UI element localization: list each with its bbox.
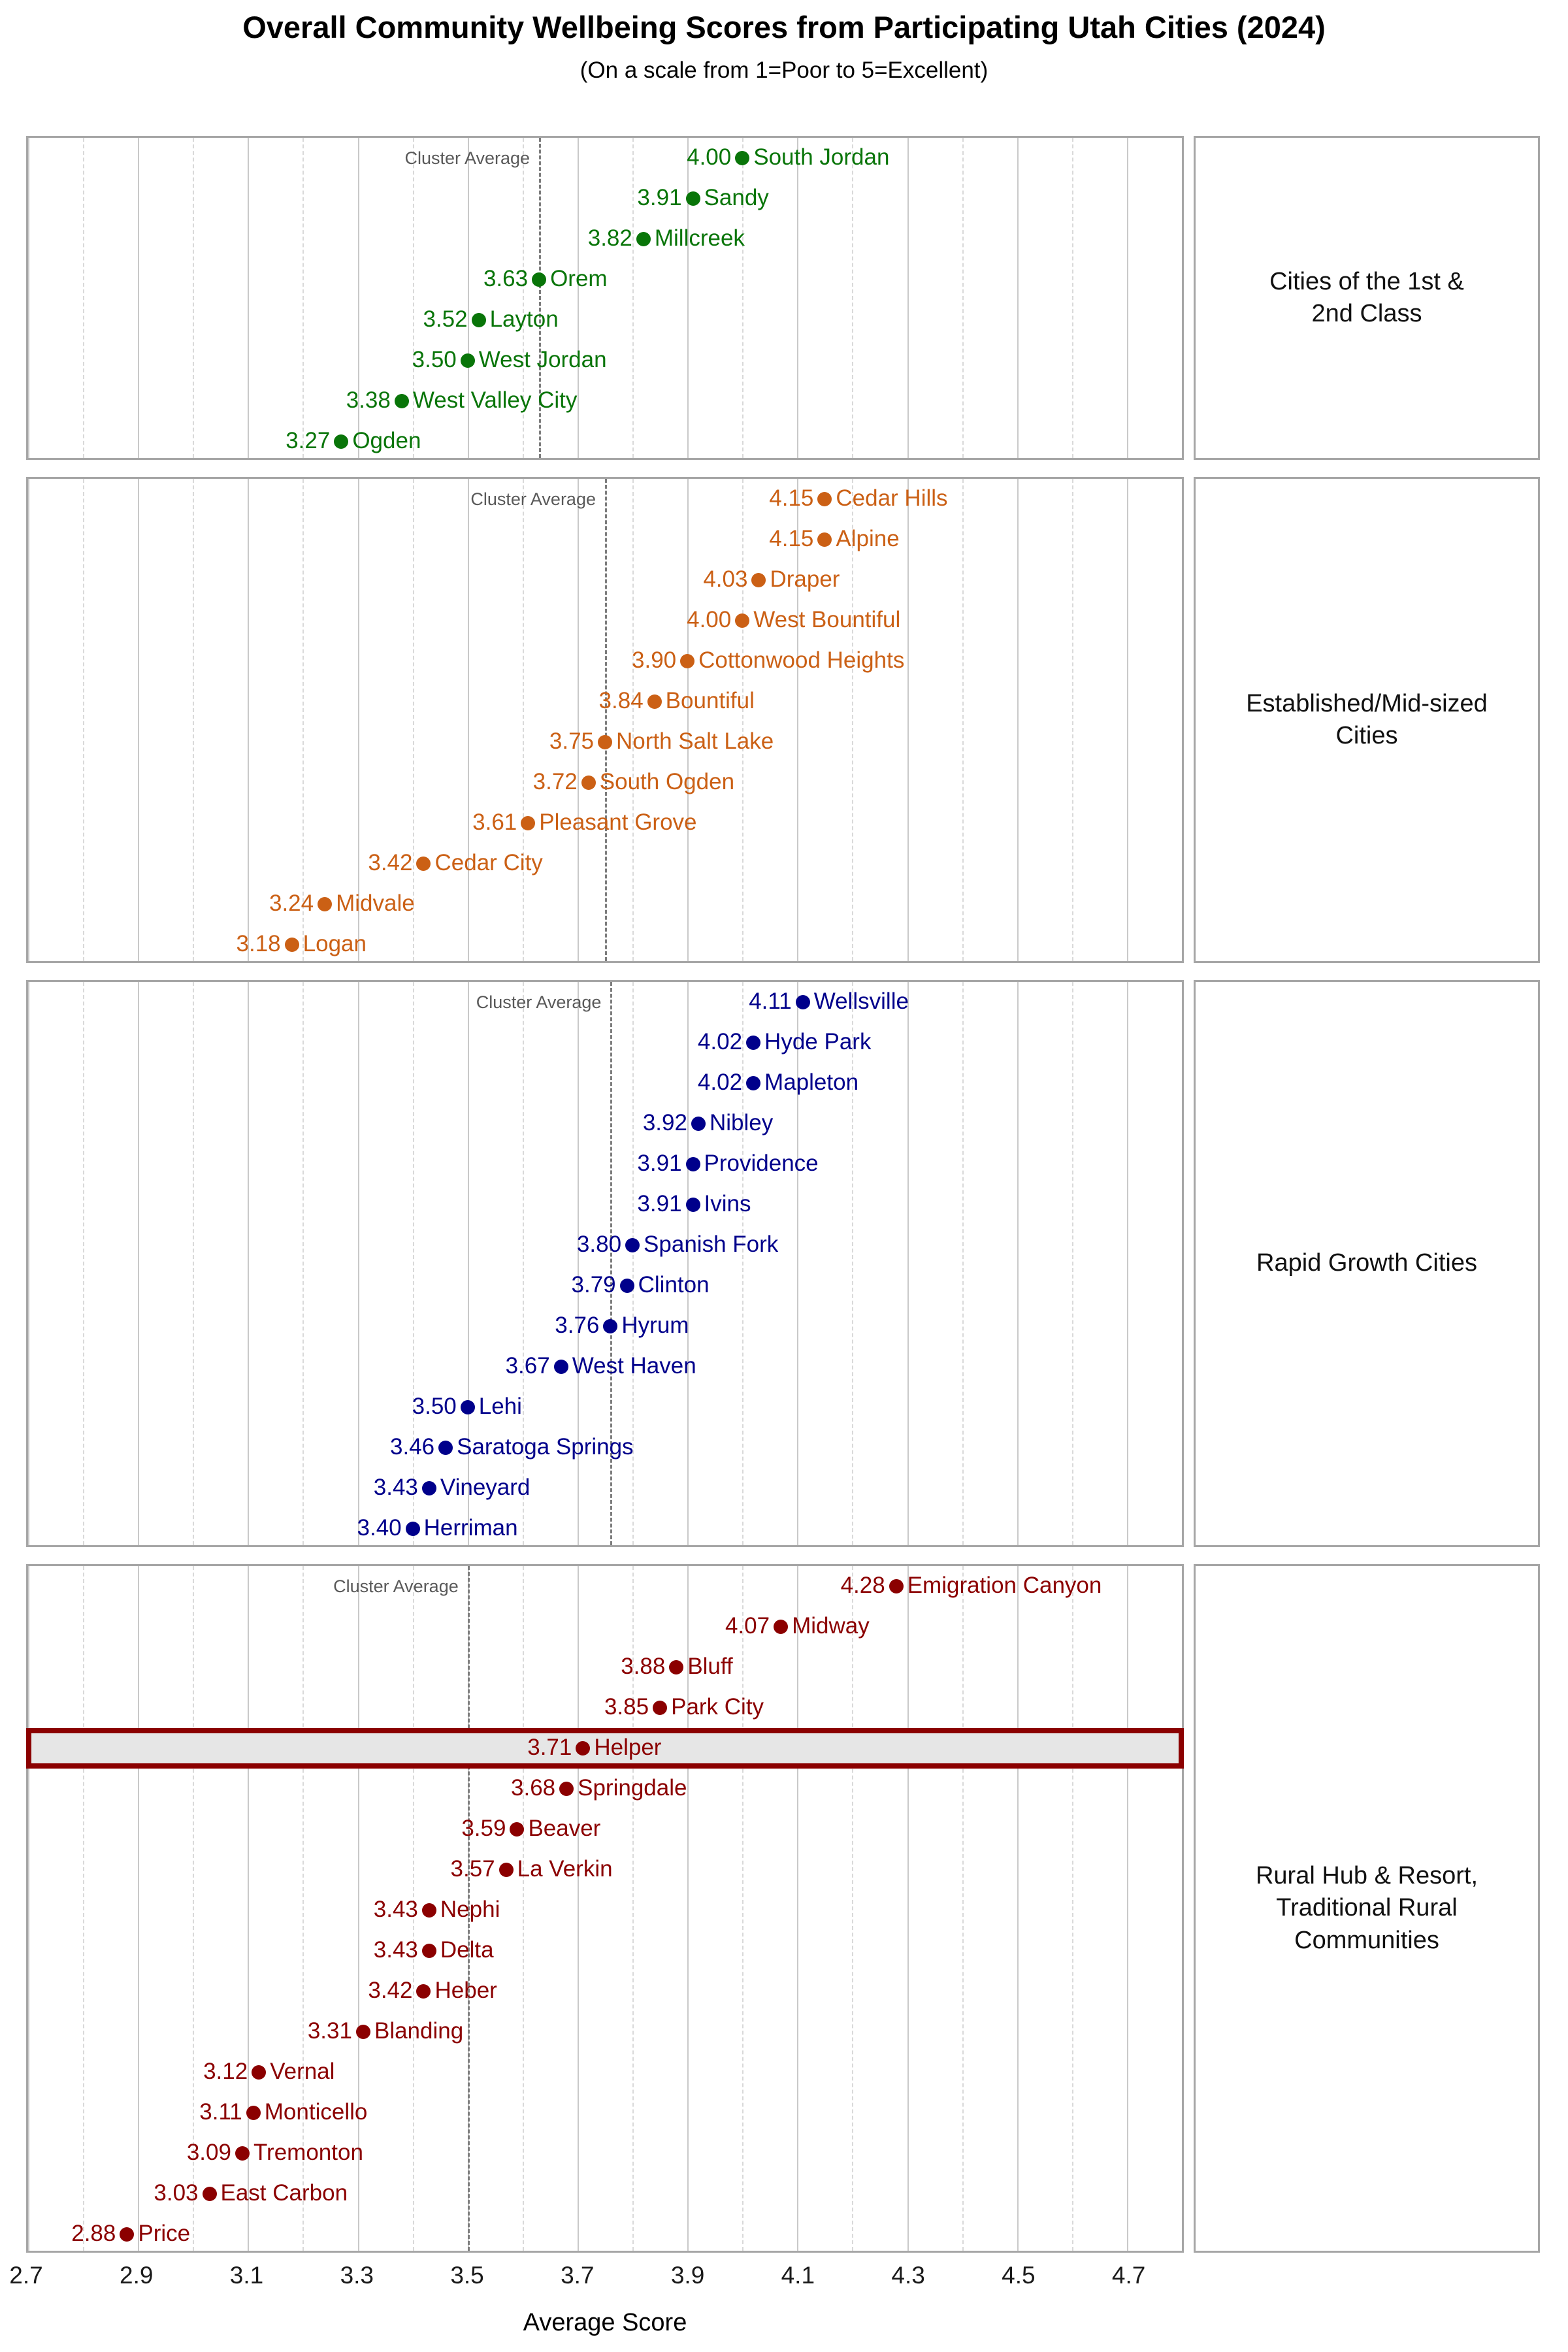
x-tick-label: 3.5 — [450, 2262, 484, 2289]
x-tick-label: 4.7 — [1111, 2262, 1146, 2289]
city-value: 3.91 — [637, 1151, 682, 1177]
city-row — [28, 1103, 1182, 1144]
city-value: 3.03 — [154, 2180, 199, 2206]
city-label: Vernal — [270, 2059, 335, 2085]
city-value: 3.43 — [373, 1475, 418, 1501]
city-label: Mapleton — [764, 1070, 859, 1096]
data-point-dot — [817, 532, 832, 547]
data-point-dot — [653, 1701, 667, 1715]
city-row — [28, 259, 1182, 300]
data-point-dot — [680, 654, 694, 668]
city-value: 3.43 — [373, 1897, 418, 1923]
city-label: Ivins — [704, 1191, 751, 1217]
data-point-dot — [422, 1481, 436, 1495]
facet-panel — [26, 477, 1184, 963]
data-point-dot — [746, 1076, 760, 1090]
data-point-dot — [636, 232, 651, 246]
city-label: Orem — [550, 266, 608, 292]
city-label: West Jordan — [478, 347, 607, 373]
data-point-dot — [461, 353, 475, 368]
city-value: 3.63 — [483, 266, 529, 292]
city-value: 4.00 — [687, 144, 732, 171]
city-row — [28, 1931, 1182, 1971]
city-label: Millcreek — [654, 225, 745, 252]
city-row — [28, 1468, 1182, 1509]
data-point-dot — [461, 1400, 475, 1414]
city-label: Wellsville — [813, 988, 909, 1015]
city-label: Nibley — [709, 1110, 774, 1136]
city-label: La Verkin — [517, 1856, 613, 1882]
city-value: 3.40 — [357, 1515, 402, 1541]
city-label: Sandy — [704, 185, 769, 211]
x-tick-label: 4.5 — [1002, 2262, 1036, 2289]
city-value: 3.18 — [236, 931, 281, 957]
x-tick-label: 3.3 — [340, 2262, 374, 2289]
city-row — [28, 300, 1182, 340]
data-point-dot — [598, 735, 612, 749]
city-value: 3.72 — [532, 769, 578, 795]
city-row — [28, 924, 1182, 965]
city-value: 4.15 — [769, 526, 814, 552]
city-value: 3.91 — [637, 1191, 682, 1217]
data-point-dot — [235, 2146, 250, 2161]
city-value: 3.84 — [598, 688, 644, 714]
city-value: 3.88 — [621, 1654, 666, 1680]
city-value: 4.07 — [725, 1613, 770, 1639]
data-point-dot — [416, 1984, 431, 1999]
city-value: 3.92 — [642, 1110, 687, 1136]
data-point-dot — [691, 1117, 706, 1131]
city-label: Cedar Hills — [836, 485, 948, 512]
x-axis-title: Average Score — [523, 2309, 687, 2336]
city-row — [28, 421, 1182, 462]
city-row — [28, 762, 1182, 803]
data-point-dot — [318, 897, 332, 911]
data-point-dot — [356, 2025, 370, 2039]
city-value: 3.85 — [604, 1694, 649, 1720]
city-value: 4.15 — [769, 485, 814, 512]
data-point-dot — [246, 2106, 261, 2120]
data-point-dot — [499, 1863, 514, 1877]
city-label: Price — [138, 2221, 191, 2247]
data-point-dot — [203, 2187, 217, 2201]
city-label: Heber — [434, 1978, 497, 2004]
city-row — [28, 982, 1182, 1022]
city-label: Hyrum — [621, 1313, 689, 1339]
city-row — [28, 722, 1182, 762]
data-point-dot — [438, 1441, 453, 1455]
data-point-dot — [889, 1579, 904, 1593]
city-row — [28, 1566, 1182, 1607]
data-point-dot — [625, 1238, 640, 1252]
city-row — [28, 2214, 1182, 2255]
x-tick-label: 2.9 — [120, 2262, 154, 2289]
data-point-dot — [406, 1522, 420, 1536]
city-label: Clinton — [638, 1272, 710, 1298]
city-value: 3.68 — [511, 1775, 556, 1801]
city-label: Ogden — [352, 428, 421, 454]
city-value: 2.88 — [71, 2221, 116, 2247]
city-row — [28, 2133, 1182, 2174]
city-row — [28, 1387, 1182, 1428]
city-row — [28, 600, 1182, 641]
city-label: Providence — [704, 1151, 819, 1177]
data-point-dot — [735, 613, 749, 628]
data-point-dot — [686, 1198, 700, 1212]
city-value: 4.03 — [703, 566, 748, 593]
city-label: Helper — [594, 1735, 662, 1761]
city-value: 3.76 — [555, 1313, 600, 1339]
city-row — [28, 1022, 1182, 1063]
data-point-dot — [576, 1741, 590, 1756]
city-row — [28, 1607, 1182, 1647]
city-value: 3.11 — [199, 2099, 242, 2125]
city-label: West Bountiful — [753, 607, 901, 633]
city-label: West Valley City — [412, 387, 578, 414]
city-row — [28, 681, 1182, 722]
city-row — [28, 2052, 1182, 2093]
x-tick-label: 3.9 — [670, 2262, 705, 2289]
data-point-dot — [669, 1660, 683, 1674]
city-value: 3.80 — [576, 1232, 622, 1258]
city-row — [28, 1225, 1182, 1266]
city-label: Emigration Canyon — [907, 1573, 1102, 1599]
city-label: Tremonton — [253, 2140, 363, 2166]
city-row — [28, 381, 1182, 421]
city-value: 3.59 — [461, 1816, 506, 1842]
city-value: 3.71 — [527, 1735, 572, 1761]
city-value: 4.02 — [697, 1070, 743, 1096]
city-label: Cottonwood Heights — [698, 647, 905, 674]
data-point-dot — [416, 857, 431, 871]
city-label: South Jordan — [753, 144, 890, 171]
data-point-dot — [559, 1782, 574, 1796]
city-value: 3.43 — [373, 1937, 418, 1963]
city-label: North Salt Lake — [616, 728, 774, 755]
city-label: Spanish Fork — [644, 1232, 779, 1258]
city-row — [28, 560, 1182, 600]
city-row — [28, 1184, 1182, 1225]
x-tick-label: 4.1 — [781, 2262, 815, 2289]
city-label: Layton — [489, 306, 559, 333]
city-label: Bluff — [687, 1654, 733, 1680]
city-row — [28, 1850, 1182, 1890]
city-label: Beaver — [528, 1816, 601, 1842]
city-row — [28, 2093, 1182, 2133]
data-point-dot — [252, 2065, 266, 2080]
data-point-dot — [620, 1279, 634, 1293]
city-row — [28, 641, 1182, 681]
data-point-dot — [285, 938, 299, 952]
city-label: Nephi — [440, 1897, 500, 1923]
city-row — [28, 219, 1182, 259]
city-label: Springdale — [578, 1775, 687, 1801]
city-label: Park City — [671, 1694, 764, 1720]
city-value: 3.24 — [269, 890, 314, 917]
x-tick-label: 3.7 — [561, 2262, 595, 2289]
city-label: Bountiful — [665, 688, 755, 714]
data-point-dot — [796, 995, 810, 1009]
data-point-dot — [510, 1822, 524, 1837]
cluster-average-label: Cluster Average — [476, 992, 602, 1012]
city-row — [28, 1144, 1182, 1184]
city-row — [28, 1728, 1182, 1769]
city-value: 3.75 — [549, 728, 594, 755]
city-row — [28, 178, 1182, 219]
city-row — [28, 519, 1182, 560]
chart-subtitle: (On a scale from 1=Poor to 5=Excellent) — [580, 57, 988, 83]
data-point-dot — [647, 694, 662, 709]
chart-title: Overall Community Wellbeing Scores from Participating Utah Cities (2024) — [242, 10, 1326, 44]
city-label: Hyde Park — [764, 1029, 872, 1055]
city-value: 4.28 — [840, 1573, 885, 1599]
city-row — [28, 1971, 1182, 2012]
city-label: Saratoga Springs — [457, 1434, 634, 1460]
city-label: East Carbon — [220, 2180, 348, 2206]
facet-panel — [26, 980, 1184, 1547]
city-label: West Haven — [572, 1353, 696, 1379]
x-tick-label: 4.3 — [891, 2262, 925, 2289]
city-row — [28, 1809, 1182, 1850]
city-label: Alpine — [836, 526, 900, 552]
city-row — [28, 843, 1182, 884]
city-value: 4.00 — [687, 607, 732, 633]
city-row — [28, 1347, 1182, 1387]
data-point-dot — [581, 776, 596, 790]
city-row — [28, 2012, 1182, 2052]
data-point-dot — [603, 1319, 617, 1333]
city-label: Draper — [770, 566, 840, 593]
data-point-dot — [120, 2227, 134, 2242]
cluster-average-label: Cluster Average — [333, 1576, 459, 1596]
city-value: 3.90 — [632, 647, 677, 674]
city-value: 3.46 — [389, 1434, 435, 1460]
city-value: 3.38 — [346, 387, 391, 414]
city-value: 3.31 — [307, 2018, 352, 2044]
city-label: Herriman — [423, 1515, 518, 1541]
facet-strip — [1194, 1564, 1540, 2253]
city-row — [28, 1509, 1182, 1549]
city-value: 4.11 — [749, 988, 792, 1015]
data-point-dot — [422, 1903, 436, 1918]
city-row — [28, 1890, 1182, 1931]
city-value: 3.52 — [423, 306, 468, 333]
data-point-dot — [521, 816, 535, 830]
data-point-dot — [334, 434, 348, 449]
city-row — [28, 1306, 1182, 1347]
city-row — [28, 1647, 1182, 1688]
city-label: Lehi — [478, 1394, 522, 1420]
city-label: Cedar City — [434, 850, 543, 876]
city-value: 3.82 — [587, 225, 632, 252]
city-row — [28, 803, 1182, 843]
x-axis — [9, 2262, 1184, 2293]
city-row — [28, 1428, 1182, 1468]
city-label: Blanding — [374, 2018, 464, 2044]
data-point-dot — [554, 1360, 568, 1374]
city-value: 3.42 — [368, 850, 413, 876]
city-row — [28, 138, 1182, 178]
city-row — [28, 1266, 1182, 1306]
data-point-dot — [746, 1036, 760, 1050]
city-row — [28, 1688, 1182, 1728]
city-label: South Ogden — [599, 769, 735, 795]
cluster-average-label: Cluster Average — [404, 148, 531, 168]
city-row — [28, 479, 1182, 519]
cluster-average-label: Cluster Average — [470, 489, 596, 509]
city-value: 3.12 — [203, 2059, 248, 2085]
city-value: 3.50 — [412, 1394, 457, 1420]
city-row — [28, 884, 1182, 924]
data-point-dot — [817, 492, 832, 506]
city-label: Midvale — [336, 890, 415, 917]
city-value: 4.02 — [697, 1029, 743, 1055]
facet-strip — [1194, 980, 1540, 1547]
data-point-dot — [422, 1944, 436, 1958]
city-label: Delta — [440, 1937, 494, 1963]
city-value: 3.57 — [450, 1856, 495, 1882]
city-value: 3.79 — [571, 1272, 616, 1298]
city-label: Vineyard — [440, 1475, 531, 1501]
city-label: Midway — [792, 1613, 870, 1639]
city-label: Monticello — [264, 2099, 368, 2125]
data-point-dot — [735, 151, 749, 165]
data-point-dot — [774, 1620, 788, 1634]
city-value: 3.27 — [286, 428, 331, 454]
city-label: Pleasant Grove — [539, 809, 697, 836]
city-row — [28, 340, 1182, 381]
city-value: 3.50 — [412, 347, 457, 373]
city-value: 3.67 — [505, 1353, 550, 1379]
data-point-dot — [532, 272, 546, 287]
city-value: 3.09 — [186, 2140, 231, 2166]
x-tick-label: 2.7 — [9, 2262, 43, 2289]
city-row — [28, 1063, 1182, 1103]
city-value: 3.42 — [368, 1978, 413, 2004]
x-tick-label: 3.1 — [229, 2262, 264, 2289]
data-point-dot — [395, 394, 409, 408]
city-value: 3.61 — [472, 809, 517, 836]
facet-strip-label: Rural Hub & Resort, Traditional Rural Communities — [1255, 1861, 1478, 1954]
data-point-dot — [472, 313, 486, 327]
facet-strip — [1194, 136, 1540, 460]
facet-panel — [26, 1564, 1184, 2253]
facet-strip-label: Cities of the 1st & 2nd Class — [1269, 267, 1464, 327]
facet-strip — [1194, 477, 1540, 963]
facet-panel — [26, 136, 1184, 460]
facet-strip-label: Established/Mid-sized Cities — [1246, 689, 1488, 749]
city-label: Logan — [302, 931, 367, 957]
city-row — [28, 1769, 1182, 1809]
city-value: 3.91 — [637, 185, 682, 211]
data-point-dot — [751, 573, 766, 587]
data-point-dot — [686, 1157, 700, 1171]
facet-strip-label: Rapid Growth Cities — [1256, 1249, 1477, 1277]
data-point-dot — [686, 191, 700, 206]
city-row — [28, 2174, 1182, 2214]
